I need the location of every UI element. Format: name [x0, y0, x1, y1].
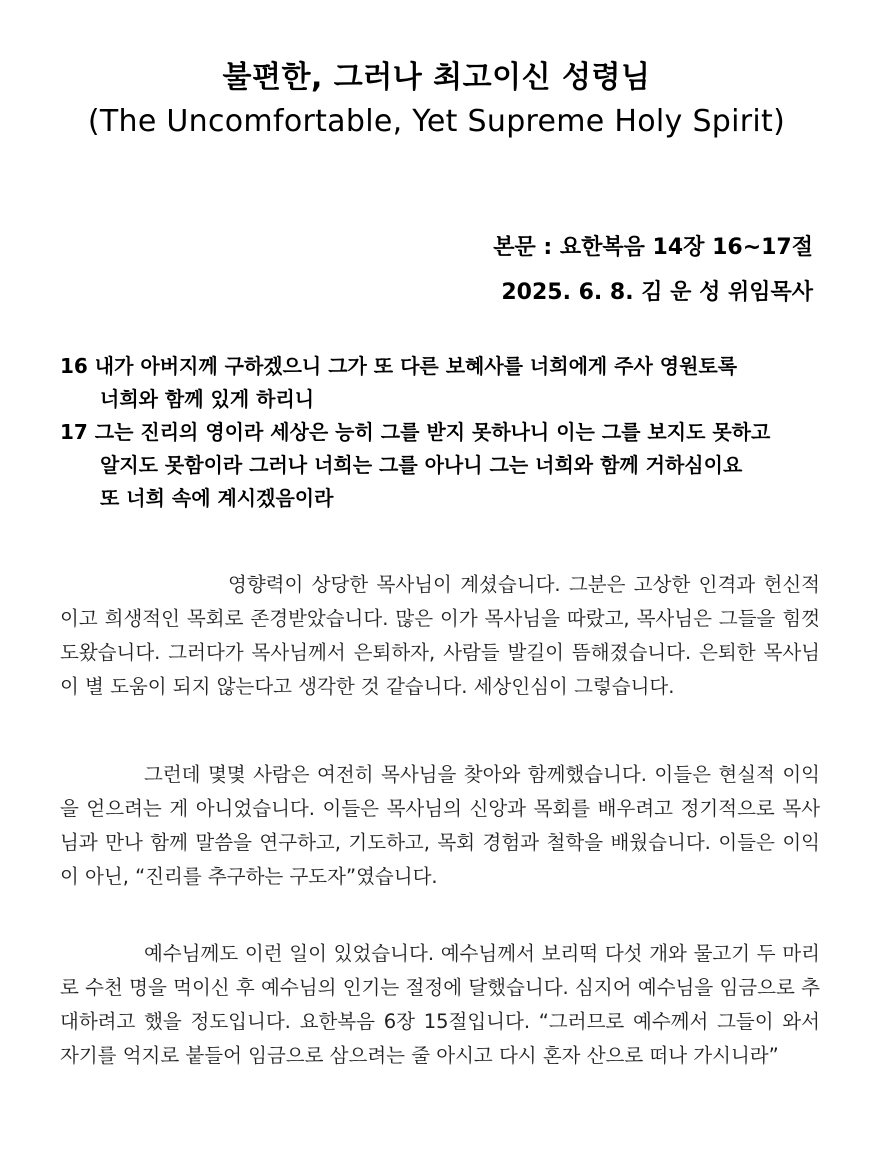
scripture-verses [60, 350, 820, 515]
paragraph-1: 영향력이 상당한 목사님이 계셨습니다. 그분은 고상한 인격과 헌신적이고 희생적인 목회로 존경받았습니다. 많은 이가 목사님을 따랐고, 목사님은 그들을 힘껏 도왔습니다. 그러다가 목사님께서 은퇴하자, 사람들 발길이 뜸해졌습니다. 은퇴한 목사님이 별 도움이 되지 않는다고 생각한 것 같습니다. 세상인심이 그렇습니다. [60, 573, 820, 698]
date-and-author: 2025. 6. 8. 김 운 성 위임목사 [501, 280, 813, 305]
title-english: (The Uncomfortable, Yet Supreme Holy Spirit) [87, 104, 786, 139]
verse-17-line-1: 17 그는 진리의 영이라 세상은 능히 그를 받지 못하나니 이는 그를 보지도 못하고 [60, 420, 771, 444]
paragraph-2: 그런데 몇몇 사람은 여전히 목사님을 찾아와 함께했습니다. 이들은 현실적 이익을 얻으려는 게 아니었습니다. 이들은 목사님의 신앙과 목회를 배우려고 정기적으로 목사님과 만나 함께 말씀을 연구하고, 기도하고, 목회 경험과 철학을 배웠습니다. 이들은 이익이 아닌, “진리를 추구하는 구도자”였습니다. [60, 763, 820, 888]
paragraph-3: 예수님께도 이런 일이 있었습니다. 예수님께서 보리떡 다섯 개와 물고기 두 마리로 수천 명을 먹이신 후 예수님의 인기는 절정에 달했습니다. 심지어 예수님을 임금으로 추대하려고 했을 정도입니다. 요한복음 6장 15절입니다. “그러므로 예수께서 그들이 와서 자기를 억지로 붙들어 임금으로 삼으려는 줄 아시고 다시 혼자 산으로 떠나 가시니라” [60, 942, 820, 1067]
title-korean: 불편한, 그러나 최고이신 성령님 [222, 60, 651, 95]
verse-17-line-3: 또 너희 속에 계시겠음이라 [100, 486, 334, 510]
verse-16-line-1: 16 내가 아버지께 구하겠으니 그가 또 다른 보혜사를 너희에게 주사 영원토록 [60, 354, 738, 378]
scripture-reference: 본문 : 요한복음 14장 16~17절 [493, 235, 813, 260]
verse-17-line-2: 알지도 못함이라 그러나 너희는 그를 아나니 그는 너희와 함께 거하심이요 [100, 453, 743, 477]
verse-16-line-2: 너희와 함께 있게 하리니 [100, 387, 315, 411]
